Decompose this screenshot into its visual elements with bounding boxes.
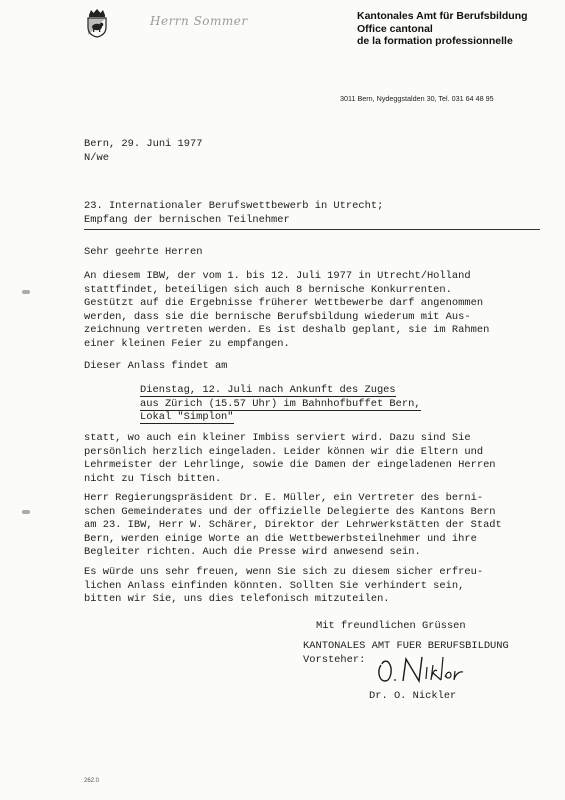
text-line: Es würde uns sehr freuen, wenn Sie sich zu diesem sicher erfreu-	[84, 566, 484, 578]
event-line: Dienstag, 12. Juli nach Ankunft des Zuges	[140, 384, 396, 396]
letterhead-address: 3011 Bern, Nydeggstalden 30, Tel. 031 64 48 95	[340, 94, 494, 103]
text-line: nicht zu Tisch bitten.	[84, 472, 222, 485]
text-line: Bern, werden einige Worte an die Wettbewerbsteilnehmer und ihre	[84, 532, 477, 545]
subject-block	[84, 200, 383, 227]
closing-office: KANTONALES AMT FUER BERUFSBILDUNG	[303, 640, 509, 652]
letterhead-office-name	[357, 10, 528, 48]
signatory-name: Dr. O. Nickler	[369, 690, 457, 702]
office-line-3: de la formation professionnelle	[357, 35, 513, 47]
closing-role: Vorsteher:	[303, 654, 366, 666]
office-line-2: Office cantonal	[357, 22, 433, 35]
text-line: zeichnung vertreten werden. Es ist deshalb geplant, sie im Rahmen	[84, 324, 490, 337]
place-date: Bern, 29. Juni 1977	[84, 138, 203, 150]
paragraph-speakers	[84, 492, 502, 560]
text-line: Herr Regierungspräsident Dr. E. Müller, ein Vertreter des berni-	[84, 492, 484, 504]
handwritten-addressee-note: Herrn Sommer	[150, 14, 248, 28]
text-line: bitten wir Sie, uns dies telefonisch mitzuteilen.	[84, 593, 390, 606]
subject-line: Empfang der bernischen Teilnehmer	[84, 213, 290, 226]
text-line: stattfindet, beteiligen sich auch 8 bernische Konkurrenten.	[84, 283, 452, 296]
paragraph-rsvp	[84, 566, 483, 607]
paragraph-invitation	[84, 432, 496, 486]
subject-divider	[84, 229, 540, 230]
text-line: An diesem IBW, der vom 1. bis 12. Juli 1977 in Utrecht/Holland	[84, 270, 471, 282]
handwritten-signature	[375, 653, 475, 687]
closing-greeting: Mit freundlichen Grüssen	[316, 620, 466, 632]
text-line: lichen Anlass einfinden könnten. Sollten Sie verhindert sein,	[84, 579, 465, 592]
text-line: am 23. IBW, Herr W. Schärer, Direktor der Lehrwerkstätten der Stadt	[84, 519, 502, 532]
form-code: 262.0	[84, 778, 100, 784]
text-line: persönlich herzlich eingeladen. Leider können wir die Eltern und	[84, 445, 484, 458]
reference-code: N/we	[84, 151, 109, 164]
text-line: statt, wo auch ein kleiner Imbiss serviert wird. Dazu sind Sie	[84, 432, 471, 444]
event-line: Lokal "Simplon"	[140, 411, 234, 424]
punch-hole-mark	[22, 510, 30, 514]
text-line: Gestützt auf die Ergebnisse früherer Wettbewerbe darf angenommen	[84, 297, 484, 310]
event-line: aus Zürich (15.57 Uhr) im Bahnhofbuffet Bern,	[140, 397, 421, 410]
text-line: werden, dass sie die bernische Berufsbildung wiederum mit Aus-	[84, 310, 471, 323]
text-line: schen Gemeinderates und der offizielle Delegierte des Kantons Bern	[84, 505, 496, 518]
date-block	[84, 138, 202, 165]
text-line: Begleiter richten. Auch die Presse wird anwesend sein.	[84, 546, 421, 559]
office-line-1: Kantonales Amt für Berufsbildung	[357, 10, 528, 22]
text-line: einer kleinen Feier zu empfangen.	[84, 337, 290, 350]
subject-line: 23. Internationaler Berufswettbewerb in Utrecht;	[84, 200, 384, 212]
event-details	[140, 384, 421, 425]
paragraph-introduction	[84, 270, 489, 352]
salutation: Sehr geehrte Herren	[84, 246, 203, 258]
punch-hole-mark	[22, 290, 30, 294]
text-line: Lehrmeister der Lehrlinge, sowie die Damen der eingeladenen Herren	[84, 459, 496, 472]
paragraph-event-intro: Dieser Anlass findet am	[84, 360, 228, 372]
bern-coat-of-arms-icon	[84, 8, 110, 38]
